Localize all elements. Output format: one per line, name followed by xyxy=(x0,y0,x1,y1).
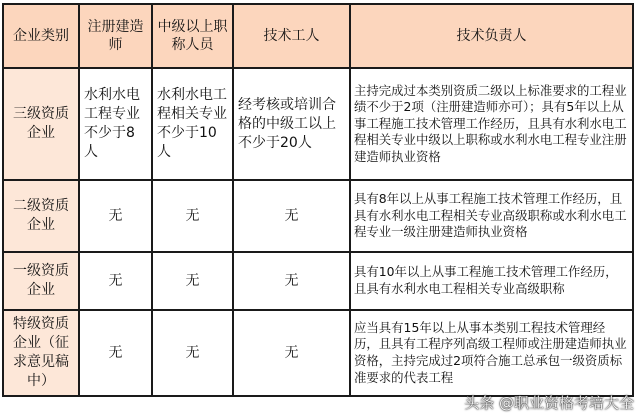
row-title-staff-requirement: 无 xyxy=(152,252,233,310)
row-tech-lead-requirement: 主持完成过本类别资质二级以上标准要求的工程业绩不少于2项（注册建造师亦可）；具有5年以上从事工程施工技术管理工作经历，且具有水利水电工程相关专业中级以上职称或水利水电工程专业注册建造师执业资格 xyxy=(350,68,633,180)
row-category: 三级资质企业 xyxy=(3,68,79,180)
table-header xyxy=(3,4,633,68)
table-row xyxy=(3,180,633,252)
row-workers-requirement: 经考核或培训合格的中级工以上不少于20人 xyxy=(233,68,350,180)
row-title-staff-requirement: 水利水电工程相关专业不少于10人 xyxy=(152,68,233,180)
row-workers-requirement: 无 xyxy=(233,310,350,396)
header-mid-title-staff: 中级以上职称人员 xyxy=(152,4,233,68)
row-workers-requirement: 无 xyxy=(233,252,350,310)
row-title-staff-requirement: 无 xyxy=(152,310,233,396)
table-row xyxy=(3,252,633,310)
row-category: 一级资质企业 xyxy=(3,252,79,310)
row-builder-requirement: 水利水电工程专业不少于8人 xyxy=(79,68,152,180)
row-title-staff-requirement: 无 xyxy=(152,180,233,252)
table-row xyxy=(3,68,633,180)
table-row xyxy=(3,310,633,396)
row-builder-requirement: 无 xyxy=(79,252,152,310)
row-builder-requirement: 无 xyxy=(79,180,152,252)
row-builder-requirement: 无 xyxy=(79,310,152,396)
row-category: 特级资质企业（征求意见稿中） xyxy=(3,310,79,396)
row-category: 二级资质企业 xyxy=(3,180,79,252)
row-tech-lead-requirement: 具有10年以上从事工程施工技术管理工作经历，且具有水利水电工程相关专业高级职称 xyxy=(350,252,633,310)
row-tech-lead-requirement: 应当具有15年以上从事本类别工程技术管理经历，且具有工程序列高级工程师或注册建造师执业资格，主持完成过2项符合施工总承包一级资质标准要求的代表工程 xyxy=(350,310,633,396)
header-category: 企业类别 xyxy=(3,4,79,68)
header-technical-lead: 技术负责人 xyxy=(350,4,633,68)
header-registered-builder: 注册建造师 xyxy=(79,4,152,68)
row-workers-requirement: 无 xyxy=(233,180,350,252)
watermark-text: 头条 @职业资格考培大全 xyxy=(464,394,634,412)
qualification-table xyxy=(2,3,634,397)
row-tech-lead-requirement: 具有8年以上从事工程施工技术管理工作经历，且具有水利水电工程相关专业高级职称或水利水电工程专业一级注册建造师执业资格 xyxy=(350,180,633,252)
header-technical-workers: 技术工人 xyxy=(233,4,350,68)
